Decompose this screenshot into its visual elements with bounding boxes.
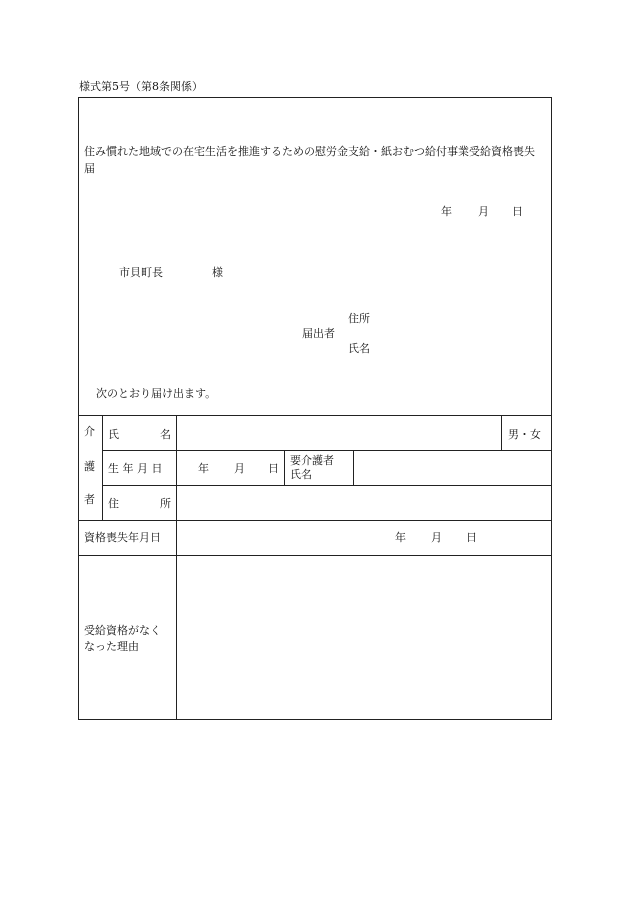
divider-header-table [78,415,552,416]
addressee-name: 市貝町長 [119,266,163,279]
loss-date-day-label: 日 [466,531,477,544]
birth-date-label: 生 年 月 日 [108,462,163,475]
form-title: 住み慣れた地域での在宅生活を推進するための慰労金支給・紙おむつ給付事業受給資格喪失届 [84,145,535,175]
divider-vertical-label [102,415,103,520]
loss-date-label: 資格喪失年月日 [84,531,161,544]
caregiver-vertical-char-1: 介 [84,425,95,438]
caregiver-address-label-2: 所 [160,497,171,510]
divider-birth-address [102,485,552,486]
statement-text: 次のとおり届け出ます。 [96,387,217,400]
divider-lossdate-reason [78,555,552,556]
divider-birth-care [284,450,285,485]
birth-day-label: 日 [268,462,279,475]
divider-gender [501,415,502,450]
reason-label-line-2: なった理由 [84,640,139,653]
care-recipient-label-1: 要介護者 [290,454,334,467]
divider-name-birth [102,450,552,451]
divider-caregiver-lossdate [78,520,552,521]
birth-year-label: 年 [198,462,209,475]
caregiver-vertical-char-2: 護 [84,460,95,473]
applicant-address-label: 住所 [348,312,370,325]
birth-month-label: 月 [234,462,245,475]
applicant-label: 届出者 [302,327,335,340]
caregiver-vertical-char-3: 者 [84,493,95,506]
date-month-label: 月 [478,205,489,218]
date-day-label: 日 [512,205,523,218]
loss-date-year-label: 年 [395,531,406,544]
applicant-name-label: 氏名 [348,342,370,355]
caregiver-name-label-1: 氏 [108,428,119,441]
care-recipient-label-2: 氏名 [290,468,312,481]
gender-options: 男・女 [508,428,541,441]
addressee-honorific: 様 [212,266,223,279]
caregiver-name-label-2: 名 [160,428,171,441]
form-number: 様式第5号（第8条関係） [79,80,203,93]
divider-label-column [176,415,177,720]
date-year-label: 年 [441,205,452,218]
divider-care-label [353,450,354,485]
reason-label-line-1: 受給資格がなく [84,624,161,637]
caregiver-address-label-1: 住 [108,497,119,510]
loss-date-month-label: 月 [431,531,442,544]
